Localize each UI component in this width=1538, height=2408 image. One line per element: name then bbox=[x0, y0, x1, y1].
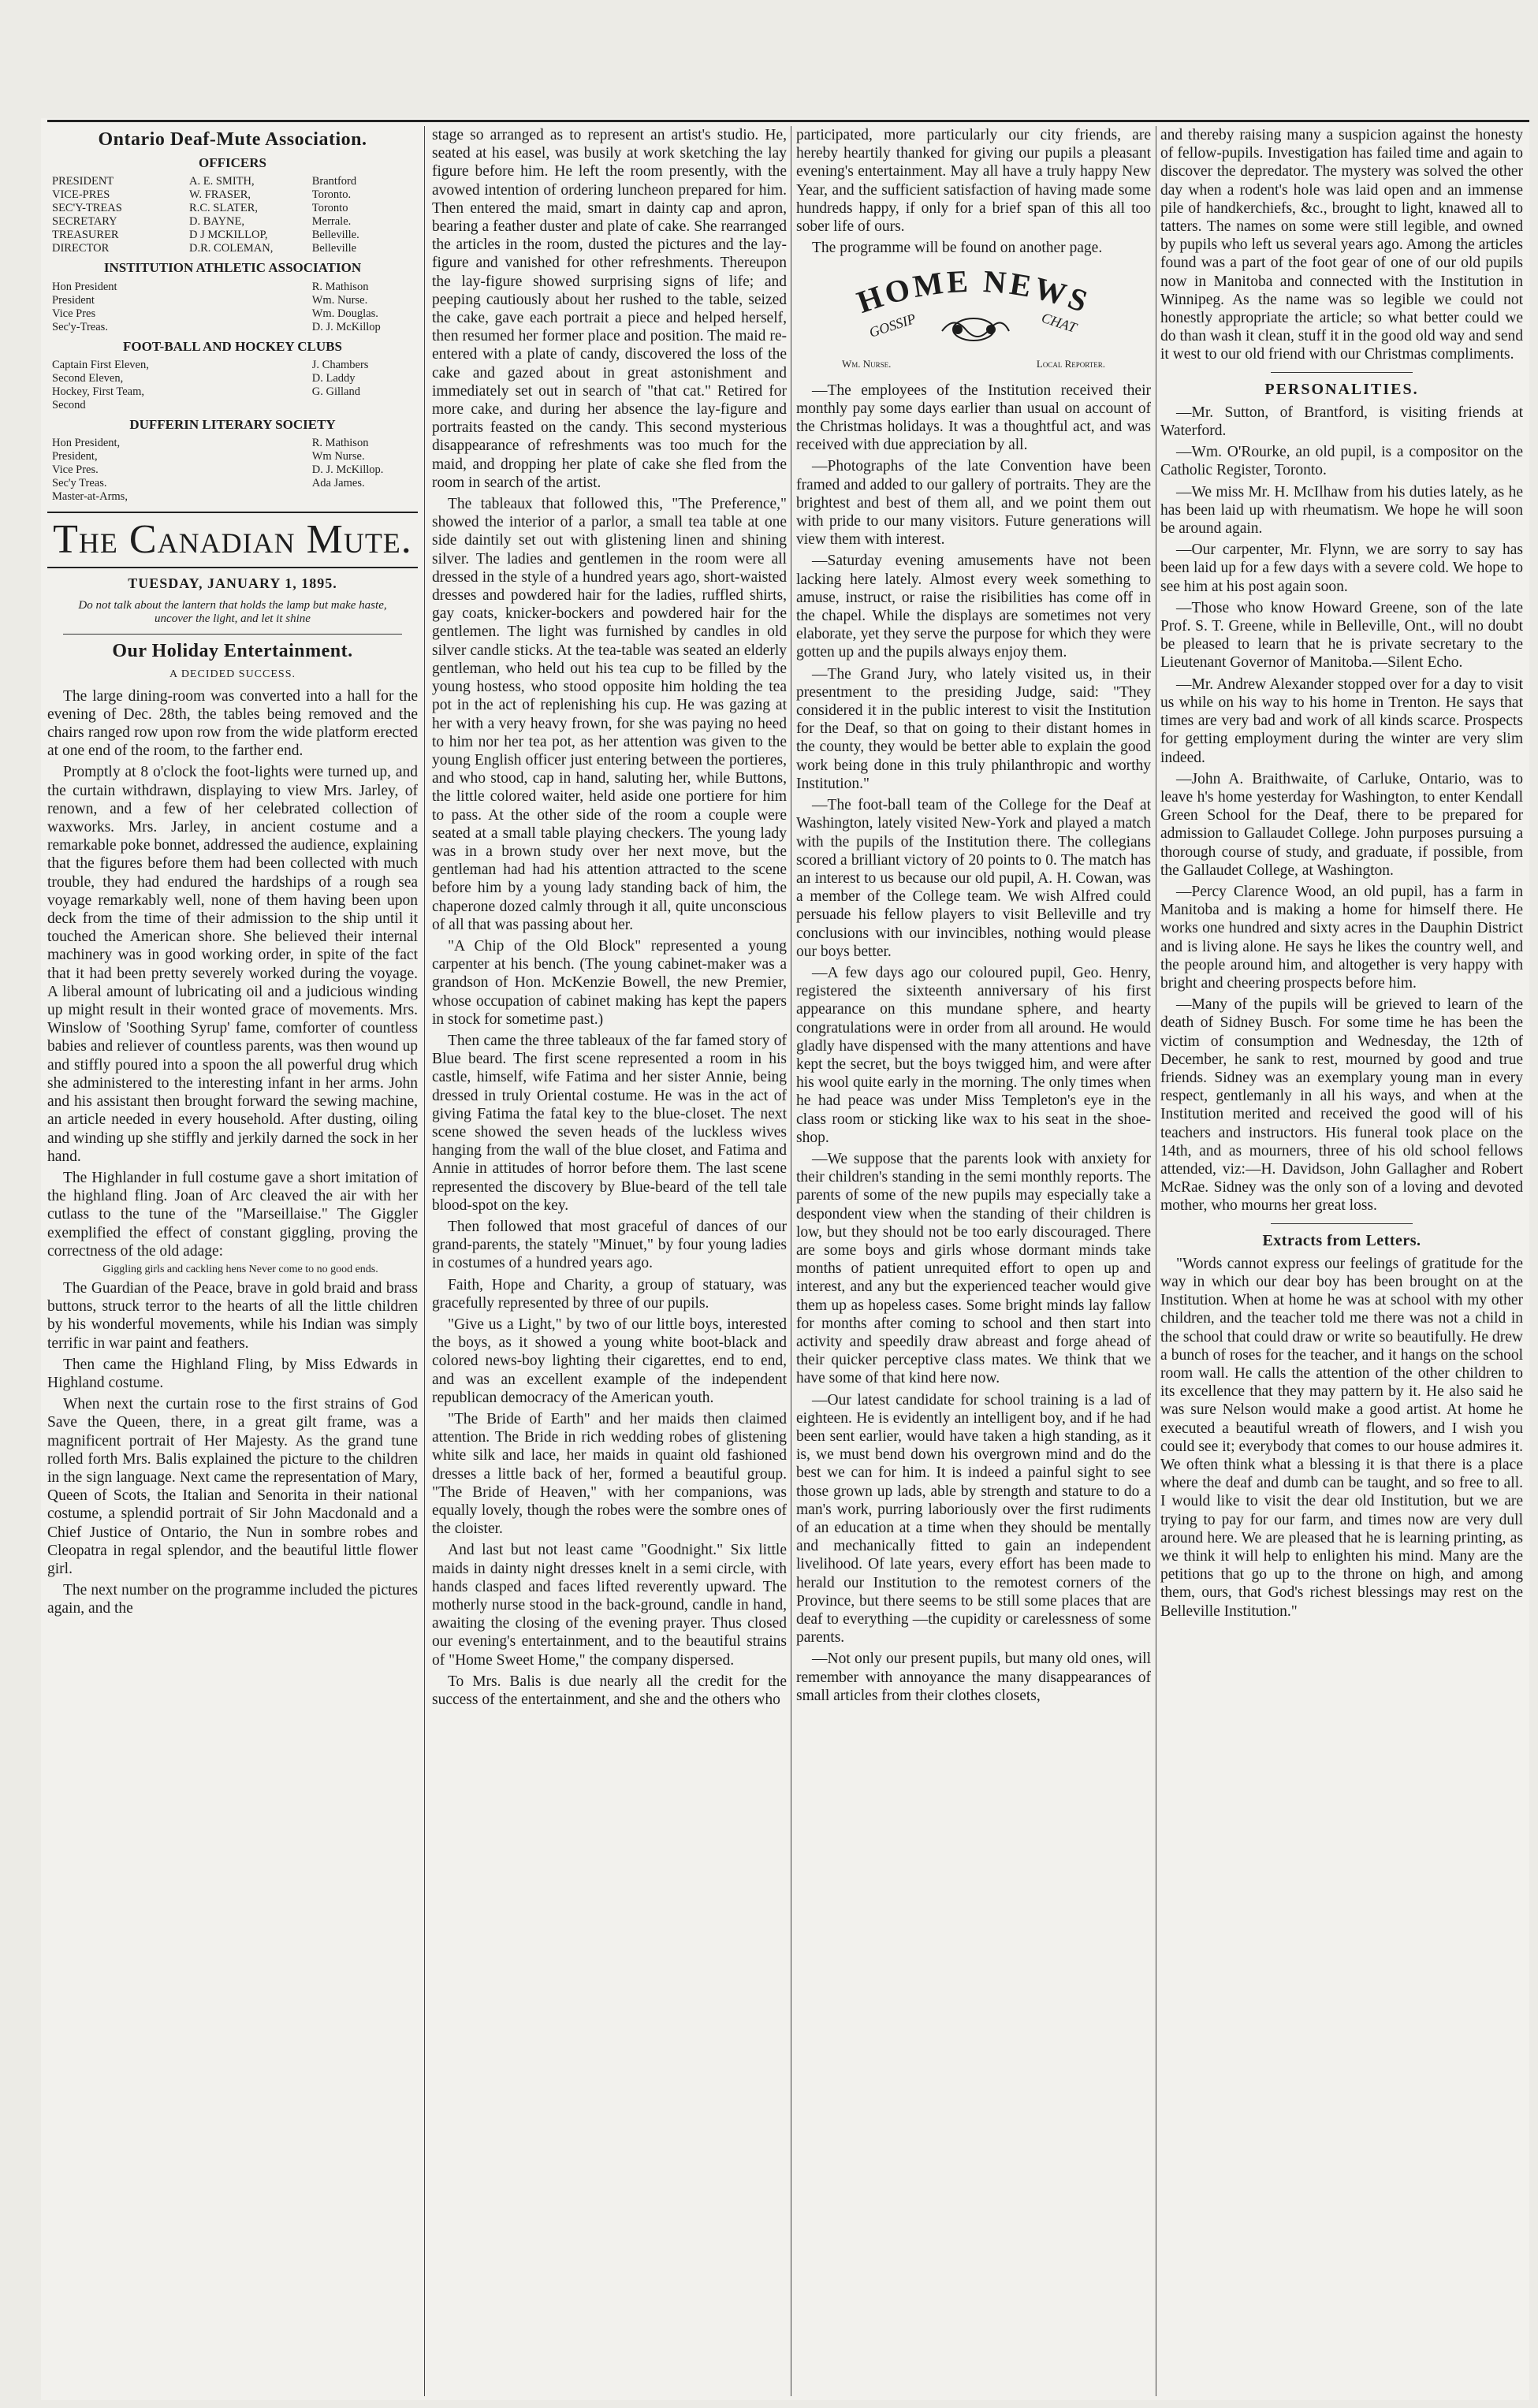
football-title: FOOT-BALL AND HOCKEY CLUBS bbox=[123, 338, 342, 354]
article-paragraph: The Highlander in full costume gave a short imitation of the highland fling. Joan of Arc cleaved the air with her cutlass to the tune of the "Marseillaise." The Giggler exemplified the effect of constant giggling, proving the correctness of the old adage: bbox=[47, 1169, 418, 1260]
article-paragraph: participated, more particularly our city friends, are hereby heartily thanked for giving our pupils a pleasant evening's entertainment. May all have a truly happy New Year, and the sufficient satisfaction of having made some hundreds happy, if only for a brief span of this all too sober life of ours. bbox=[796, 127, 1151, 236]
article-paragraph: To Mrs. Balis is due nearly all the credit for the success of the entertainment, and she and the others who bbox=[432, 1673, 787, 1709]
reporter-role: Local Reporter. bbox=[1036, 358, 1105, 370]
holiday-subtitle: A DECIDED SUCCESS. bbox=[169, 668, 296, 681]
officer-row: Vice Pres. D. J. McKillop. bbox=[52, 463, 384, 477]
personality-item: —Those who know Howard Greene, son of the late Prof. S. T. Greene, while in Belleville, Ont., will no doubt be pleased to learn that he is private secretary to the Lieutenant Governor of Manitoba.—Silent Echo. bbox=[1160, 599, 1523, 672]
officer-row: Sec'y Treas. Ada James. bbox=[52, 477, 365, 490]
officer-row: Sec'y-Treas. D. J. McKillop bbox=[52, 320, 381, 333]
home-news-banner bbox=[796, 268, 1151, 373]
news-item: —Saturday evening amusements have not been lacking here lately. Almost every week something to amuse, instruct, or raise the risibilities has come off in the chapel. While the displays are sometimes not very elaborate, yet they serve the purpose for which they were gotten up and the pupils always enjoy them. bbox=[796, 553, 1151, 661]
personality-item: —Wm. O'Rourke, an old pupil, is a compositor on the Catholic Register, Toronto. bbox=[1160, 444, 1523, 479]
officer-row: DIRECTOR D.R. COLEMAN, Belleville bbox=[52, 242, 357, 255]
article-paragraph: The next number on the programme included the pictures again, and the bbox=[47, 1582, 418, 1617]
column-1 bbox=[47, 126, 418, 2396]
news-item: —A few days ago our coloured pupil, Geo. Henry, registered the sixteenth anniversary of his first appearance on this mundane sphere, and hearty congratulations were in order from all around. He would gladly have dispensed with the many attentions and have kept the secret, but the boys twigged him, and were after his wool quite early in the morning. The only times when he had peace was under Miss Templeton's eye in the class room or sticking like wax to his seat in the shoe-shop. bbox=[796, 964, 1151, 1146]
officer-row: Master-at-Arms, bbox=[52, 490, 128, 504]
article-paragraph: "Give us a Light," by two of our little boys, interested the boys, as it showed a young white boot-black and colored news-boy lighting their cigarettes, end to end, and was an excellent example of the independent republican democracy of the American youth. bbox=[432, 1316, 787, 1406]
news-item: —The employees of the Institution received their monthly pay some days earlier than usual on account of the Christmas holidays. It was a thoughtful act, and was received with due appreciation by all. bbox=[796, 381, 1151, 454]
adage: Giggling girls and cackling hens Never come to no good ends. bbox=[102, 1263, 378, 1275]
column-2 bbox=[432, 126, 787, 2396]
officer-row: Second Eleven, D. Laddy bbox=[52, 371, 356, 385]
divider bbox=[63, 634, 402, 635]
officer-row: Hockey, First Team, G. Gilland bbox=[52, 385, 360, 398]
home-news-right-word: CHAT bbox=[1039, 310, 1079, 337]
extracts-title: Extracts from Letters. bbox=[1262, 1231, 1421, 1249]
officer-row: President Wm. Nurse. bbox=[52, 293, 368, 307]
home-news-left-word: GOSSIP bbox=[867, 311, 918, 341]
personalities-title: PERSONALITIES. bbox=[1264, 380, 1419, 398]
personality-item: —Mr. Sutton, of Brantford, is visiting friends at Waterford. bbox=[1160, 404, 1523, 440]
column-3 bbox=[796, 126, 1151, 2396]
article-paragraph: Faith, Hope and Charity, a group of statuary, was gracefully represented by three of our pupils. bbox=[432, 1276, 787, 1312]
dufferin-title: DUFFERIN LITERARY SOCIETY bbox=[129, 416, 336, 432]
football-list bbox=[47, 359, 418, 412]
article-paragraph: Then followed that most graceful of dances of our grand-parents, the stately "Minuet," by four young ladies in costumes of a hundred years ago. bbox=[432, 1218, 787, 1272]
divider bbox=[1271, 1223, 1413, 1224]
news-item: —Our latest candidate for school training is a lad of eighteen. He is evidently an intelligent boy, and if he had been sent earlier, would have taken a high standing, as it is, we must bend down his overgrown mind and do the best we can for him. It is indeed a painful sight to see those grown up lads, able by strength and stature to do a man's work, purring laboriously over the first rudiments of an education at a time when they should be mentally and mechanically fitted to gain an independent livelihood. Of late years, every effort has been made to herald our Institution to the remotest corners of the Province, but there seems to be still some places that are deaf to everything —the cupidity or carelessness of some parents. bbox=[796, 1391, 1151, 1647]
news-item: and thereby raising many a suspicion against the honesty of fellow-pupils. Investigation has failed time and again to discover the depredator. The mystery was solved the other day when a rodent's hole was laid open and an immense pile of handkerchiefs, &c., brought to light, knawed all to tatters. The names on some were still legible, and owned by pupils who left us several years ago. Among the articles found was a part of the foot gear of one of our old pupils now in Manitoba and connected with the Institution in Winnipeg. As the name was so legible we could not honestly appropriate the article; so what better could we do than wash it clean, stuff it in the good old way and send it west to our old friend with our Christmas compliments. bbox=[1160, 127, 1523, 363]
article-paragraph: When next the curtain rose to the first strains of God Save the Queen, there, in a great gilt frame, was a magnificent portrait of Her Majesty. As the grand tune rolled forth Mrs. Balis explained the picture to the children in the sign language. Next came the representation of Mary, Queen of Scots, the Italian and Senorita in their national costume, a splendid portrait of Sir John Macdonald and a Chief Justice of Ontario, the Nun in sombre robes and Cleopatra in regal splendor, and the beautiful little flower girl. bbox=[47, 1396, 418, 1577]
personality-item: —John A. Braithwaite, of Carluke, Ontario, was to leave h's home yesterday for Washington, to enter Kendall Green School for the Deaf, there to be prepared for admission to Gallaudet College. John purposes pursuing a thorough course of study, and graduate, if possible, from the Gallaudet College, at Washington. bbox=[1160, 770, 1523, 879]
article-paragraph: Then came the three tableaux of the far famed story of Blue beard. The first scene represented a room in his castle, himself, wife Fatima and her sister Annie, being dressed in truly Oriental costume. He was in the act of giving Fatima the fatal key to the blue-closet. The next scene showed the seven heads of the luckless wives hanging from the wall of the blue closet, and Fatima and Annie in attitudes of horror before them. The last scene represented the discovery by Blue-beard of the tell tale blood-spot on the key. bbox=[432, 1032, 787, 1214]
reporter-name: Wm. Nurse. bbox=[842, 358, 892, 370]
scroll-ornament-icon bbox=[942, 318, 1009, 341]
divider bbox=[1271, 372, 1413, 373]
article-paragraph: Then came the Highland Fling, by Miss Edwards in Highland costume. bbox=[47, 1356, 418, 1391]
article-paragraph: The programme will be found on another page. bbox=[812, 240, 1103, 257]
athletic-list bbox=[47, 281, 418, 334]
dateline: TUESDAY, JANUARY 1, 1895. bbox=[128, 575, 337, 592]
article-paragraph: The Guardian of the Peace, brave in gold braid and brass buttons, struck terror to the hearts of all the little children by his wonderful movements, while his Indian was simply terrific in war paint and feathers. bbox=[47, 1279, 418, 1352]
officer-row: PRESIDENT A. E. SMITH, Brantford bbox=[52, 175, 357, 188]
association-title: Ontario Deaf-Mute Association. bbox=[98, 129, 367, 150]
athletic-title: INSTITUTION ATHLETIC ASSOCIATION bbox=[103, 260, 362, 276]
masthead: The Canadian Mute. bbox=[47, 512, 418, 568]
column-4 bbox=[1160, 126, 1523, 2396]
motto: Do not talk about the lantern that holds the lamp but make haste, uncover the light, and let it shine bbox=[78, 599, 387, 626]
top-rule bbox=[47, 120, 1529, 122]
article-paragraph: And last but not least came "Goodnight." Six little maids in dainty night dresses knelt in a semi circle, with hands clasped and faces lifted reverently upward. The motherly nurse stood in the back-ground, candle in hand, awaiting the closing of the evening prayer. Thus closed our evening's entertainment, and to the beautiful strains of "Home Sweet Home," the company dispersed. bbox=[432, 1542, 787, 1669]
news-item: —Photographs of the late Convention have been framed and added to our gallery of portraits. They are the brightest and best of them all, and we point them out with pride to our many visitors. Future generations will view them with interest. bbox=[796, 458, 1151, 549]
officers-list bbox=[47, 175, 418, 255]
news-item: —The foot-ball team of the College for the Deaf at Washington, lately visited New-York and played a match with the pupils of the Institution there. The collegians scored a brilliant victory of 20 points to 0. The match has an interest to us because our old pupil, A. H. Cowan, was a member of the College team. We wish Alfred could persuade his fellow players to visit Belleville and try conclusions with our invincibles, nothing would please our boys better. bbox=[796, 797, 1151, 960]
news-item: —We suppose that the parents look with anxiety for their children's standing in the semi monthly reports. The parents of some of the new pupils may especially take a despondent view when the standing of their children is low, but they should not be too early discouraged. There are some boys and girls whose dormant minds take months of patient unrequited effort to open up and interest, and any but the experienced teacher would give them up as hopeless cases. Some bright minds lay fallow for months after coming to school and then start into activity and speedily draw abreast and forge ahead of their quicker perceptive class mates. We think that we have some of that kind here now. bbox=[796, 1150, 1151, 1387]
officer-row: Hon President, R. Mathison bbox=[52, 437, 369, 450]
svg-text:HOME NEWS bbox=[852, 268, 1095, 320]
officer-row: Captain First Eleven, J. Chambers bbox=[52, 358, 369, 371]
officer-row: SECRETARY D. BAYNE, Merrale. bbox=[52, 215, 352, 229]
personality-item: —Many of the pupils will be grieved to learn of the death of Sidney Busch. For some time he has been the victim of consumption and Wednesday, the 12th of December, he sank to rest, mourned by good and true friends. Sidney was an exemplary young man in every respect, gentlemanly in all his ways, and when at the Institution merited and received the good will of his teachers and instructors. His funeral took place on the 14th, and as mourners, three of his old school fellows attended, viz:—H. Davidson, John Gallagher and Robert McRae. Sidney was the only son of a loving and devoted mother, who mourns her great loss. bbox=[1160, 996, 1523, 1215]
officer-row: President, Wm Nurse. bbox=[52, 450, 365, 463]
officer-row: SEC'Y-TREAS R.C. SLATER, Toronto bbox=[52, 202, 348, 215]
officer-row: Vice Pres Wm. Douglas. bbox=[52, 307, 378, 320]
dufferin-list bbox=[47, 437, 418, 504]
news-item: —The Grand Jury, who lately visited us, in their presentment to the presiding Judge, said: "They considered it in the public interest to visit the Institution for the Deaf, so that on going to their distant homes in the county, they would be better able to explain the good work being done in this truly philanthropic and worthy Institution." bbox=[796, 665, 1151, 792]
personality-item: —Percy Clarence Wood, an old pupil, has a farm in Manitoba and is making a home for himself there. He works one hundred and sixty acres in the Dauphin District and is living alone. He says he likes the country well, and the people around him, and altogether is very happy with bright and cheering prospects before him. bbox=[1160, 883, 1523, 992]
officer-row: Hon President R. Mathison bbox=[52, 280, 369, 293]
column-rule bbox=[424, 126, 425, 2396]
article-paragraph: "The Bride of Earth" and her maids then claimed attention. The Bride in rich wedding robes of glistening white silk and lace, her maids in quaint old fashioned dresses a little back of her, formed a beautiful group. "The Bride of Heaven," with her companions, was equally lovely, though the robes were the sombre ones of the cloister. bbox=[432, 1411, 787, 1538]
officer-row: TREASURER D J MCKILLOP, Belleville. bbox=[52, 229, 359, 242]
personality-item: —Our carpenter, Mr. Flynn, we are sorry to say has been laid up for a few days with a severe cold. We hope to see him at his post again soon. bbox=[1160, 542, 1523, 595]
officer-row: VICE-PRES W. FRASER, Toronto. bbox=[52, 188, 352, 202]
reporters-line bbox=[796, 355, 1151, 373]
article-paragraph: "A Chip of the Old Block" represented a young carpenter at his bench. (The young cabinet-maker was a grandson of Hon. McKenzie Bowell, the new Premier, whose occupation of cabinet making has kept the papers in stock for sometime past.) bbox=[432, 937, 787, 1028]
officers-title: OFFICERS bbox=[199, 155, 266, 171]
letter-extract: "Words cannot express our feelings of gratitude for the way in which our dear boy has been brought on at the Institution. When at home he was at school with my other children, and the teacher told me there was not a child in the school that could draw or write so beautifully. He drew a bunch of roses for the teacher, and it hangs on the school room wall. He calls the attention of the other children to its excellence that they may pattern by it. He also said he was sure Nelson would make a good artist. At home he executed a beautiful wreath of flowers, and I wish you could see it; everybody that comes to our house admires it. We often think what a blessing it is that there is a place where the deaf and dumb can be taught, and so free to all. I would like to visit the dear old Institution, but we are trying to pay for our farm, and times now are very dull around here. We are pleased that he is learning printing, as we think it will help to enlighten his mind. Many are the petitions that go up to the throne on high, and among them, ours, that God's richest blessings may rest on the Belleville Institution." bbox=[1160, 1255, 1523, 1620]
article-paragraph: The large dining-room was converted into a hall for the evening of Dec. 28th, the tables being removed and the chairs ranged row upon row from the wide platform erected at one end of the room, to the farther end. bbox=[47, 687, 418, 760]
article-paragraph: stage so arranged as to represent an artist's studio. He, seated at his easel, was busily at work sketching the lay figure before him. He left the room presently, with the avowed intention of ordering luncheon prepared for him. Then entered the maid, smart in dainty cap and apron, bearing a feather duster and plate of cake. She rearranged the articles in the room, dusted the pictures and the lay-figure and vanished for other refreshments. Thereupon the lay-figure showed surprising signs of life; and peeping cautiously about her rushed to the table, seized the cake, gave each portrait a piece and helped herself, then resumed her former place and position. The maid re-entered with a plate of candy, discovered the loss of the cake and gazed about in great astonishment and immediately set out in search of "that cat." Retired for more cake, and during her absence the lay-figure and portraits feasted on the candy. This second mysterious disappearance of refreshments was too much for the maid, and dropping her plate of cake she fled from the room in search of the artist. bbox=[432, 127, 787, 491]
home-news-ornament-icon bbox=[824, 268, 1123, 355]
home-news-heading: HOME NEWS bbox=[852, 268, 1095, 321]
personality-item: —We miss Mr. H. McIlhaw from his duties lately, as he has been laid up with rheumatism. We hope he will soon be around again. bbox=[1160, 483, 1523, 538]
officer-row: Second bbox=[52, 398, 86, 411]
article-paragraph: The tableaux that followed this, "The Preference," showed the interior of a parlor, a small tea table at one side daintily set out with glistening linen and shining silver. The ladies and gentlemen in the room were all dressed in the style of a hundred years ago, short-waisted dresses and powdered hair for the ladies, ruffled shirts, gay coats, knicker-bockers and powdered hair for the gentlemen. The light was furnished by candles in old silver candle sticks. At the tea-table was seated an elderly gentleman, who held out his tea cup to be filled by the young hostess, who stood opposite him holding the tea pot in the act of replenishing his cup. He was gazing at her with a very heavy frown, for she was paying no heed to him nor her tea pot, as her attention was given to the young English officer just entering between the portieres, and who stood, cap in hand, saluting her, while Buttons, the little colored waiter, held aside one portiere for him to pass. At the other side of the room a couple were seated at a small table playing checkers. The young lady was in a brown study over her next move, but the gentleman had had his attention attracted to the scene before him by a young lady standing back of him, the chaperone dozed calmly through it all, quite unconscious of all that was passing about her. bbox=[432, 496, 787, 933]
news-item: —Not only our present pupils, but many old ones, will remember with annoyance the many disappearances of small articles from their clothes closets, bbox=[796, 1651, 1151, 1704]
article-paragraph: Promptly at 8 o'clock the foot-lights were turned up, and the curtain withdrawn, displaying to view Mrs. Jarley, of renown, and a few of her celebrated collection of waxworks. Mrs. Jarley, in ancient costume and a remarkable poke bonnet, addressed the audience, explaining that the figures before them had been collected with much trouble, they had endured the hardships of a rough sea voyage remarkably well, none of them having been upon deck from the time of their admission to the ship until it touched the American shore. She believed their internal machinery was in good working order, in spite of the fact that it had been pretty severely worked during the voyage. A liberal amount of lubricating oil and a judicious winding up might result in their wonted grace of movements. Mrs. Winslow of 'Soothing Syrup' fame, comforter of countless babies and reliever of countless parents, was then wound up and stiffly poured into a spoon the all powerful drug which she administered to the interesting infant in her arms. John and his assistant then brought forward the sewing machine, an article needed in every household. After dusting, oiling and winding up she stiffly and jerkily darned the sock in her hand. bbox=[47, 764, 418, 1165]
holiday-title: Our Holiday Entertainment. bbox=[112, 641, 353, 662]
personality-item: —Mr. Andrew Alexander stopped over for a day to visit us while on his way to his home in Trenton. He says that times are very bad and work of all kinds scarce. Prospects for getting employment during the winter are very slim indeed. bbox=[1160, 676, 1523, 766]
